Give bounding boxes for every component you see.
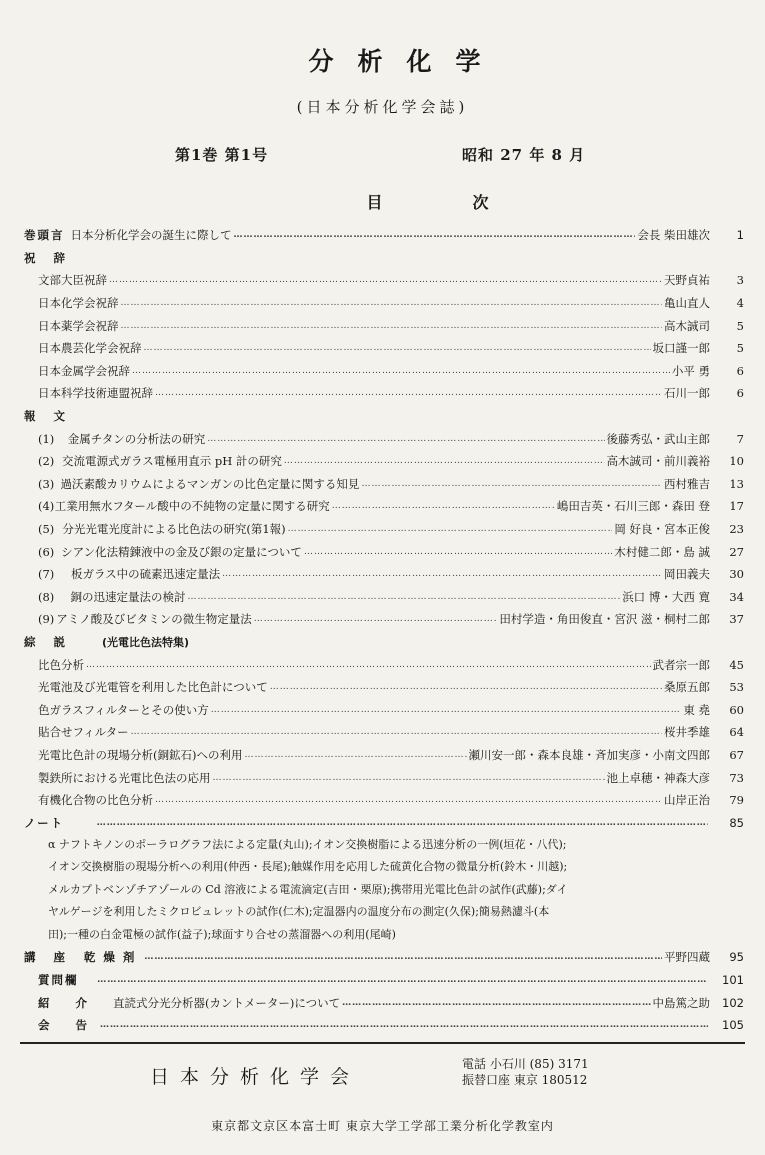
section-label: 報文 (24, 409, 83, 424)
toc-entry[interactable] (24, 653, 744, 676)
entry-title: 直読式分光分析器(カントメーター)について (113, 995, 341, 1010)
entry-page: 34 (729, 589, 744, 604)
toc-entry[interactable] (24, 608, 744, 631)
entry-author: 高木誠司・前川義裕 (606, 454, 710, 469)
entry-title: 交流電源式ガラス電極用直示 pH 計の研究 (62, 454, 282, 469)
entry-title: 製鉄所における光電比色法の応用 (38, 770, 211, 785)
toc-entry[interactable] (24, 676, 744, 699)
entry-page: 6 (736, 363, 744, 378)
entry-number: (8) (38, 589, 55, 604)
leader-dots (244, 750, 466, 760)
toc-entry-koza[interactable] (24, 946, 744, 969)
entry-title: 日本農芸化学会祝辞 (38, 341, 142, 356)
entry-number: (9) (38, 612, 55, 627)
note-line: イオン交換樹脂の現場分析への利用(仲西・長尾);触媒作用を応用した硫黄化合物の微量分析(鈴木・川越); (48, 860, 568, 874)
entry-author: 中島篤之助 (652, 995, 710, 1010)
hobun-list (24, 427, 744, 630)
entry-number: (2) (38, 454, 55, 469)
note-line: メルカプトベンゾチアゾールの Cd 溶液による電流滴定(吉田・栗原);携帯用光電比色計の試作(武藤);ダイ (48, 882, 568, 896)
entry-page: 101 (722, 972, 744, 987)
entry-title: 貼合せフィルター (38, 725, 129, 740)
entry-author: 天野貞祐 (664, 273, 710, 288)
entry-title: 過沃素酸カリウムによるマンガンの比色定量に関する知見 (60, 476, 360, 491)
entry-title: 比色分析 (38, 657, 84, 672)
entry-page: 5 (736, 341, 744, 356)
toc-entry-kantogen[interactable] (24, 224, 744, 247)
section-label: 講座 (24, 950, 83, 965)
entry-author: 浜口 博・大西 寛 (622, 589, 710, 604)
leader-dots (121, 321, 663, 331)
entry-author: 岡田義夫 (664, 567, 710, 582)
leader-dots (332, 501, 555, 511)
toc-entry-kaikoku[interactable] (24, 1014, 744, 1037)
toc-entry[interactable] (24, 450, 744, 473)
entry-author: 東 堯 (683, 702, 710, 717)
entry-page: 5 (736, 318, 744, 333)
entry-page: 6 (736, 386, 744, 401)
entry-author: 桜井季雄 (664, 725, 710, 740)
toc-entry[interactable] (24, 360, 744, 383)
section-label: 会告 (38, 1018, 113, 1033)
leader-dots (211, 705, 682, 715)
entry-title: 光電池及び光電管を利用した比色計について (38, 680, 268, 695)
toc-entry[interactable] (24, 721, 744, 744)
toc-entry[interactable] (24, 586, 744, 609)
entry-page: 67 (729, 747, 744, 762)
entry-page: 64 (729, 725, 744, 740)
contact-info (462, 1056, 589, 1088)
leader-dots (131, 727, 662, 737)
entry-author: 平野四蔵 (664, 950, 710, 965)
toc-entry[interactable] (24, 292, 744, 315)
leader-dots (342, 998, 650, 1008)
entry-number: (4) (38, 499, 55, 514)
entry-page: 23 (729, 522, 744, 537)
note-body (24, 834, 744, 946)
leader-dots (155, 795, 662, 805)
entry-author: 会長 柴田雄次 (637, 228, 710, 243)
toc-entry[interactable] (24, 427, 744, 450)
entry-title: 日本化学会祝辞 (38, 296, 119, 311)
section-label: 祝辞 (24, 250, 83, 265)
leader-dots (222, 569, 662, 579)
entry-page: 7 (736, 431, 744, 446)
entry-page: 53 (729, 680, 744, 695)
footer-rule (20, 1042, 745, 1044)
leader-dots (121, 298, 663, 308)
toc-entry[interactable] (24, 563, 744, 586)
entry-author: 坂口謹一郎 (652, 341, 710, 356)
entry-author: 高木誠司 (664, 318, 710, 333)
toc-entry[interactable] (24, 382, 744, 405)
leader-dots (144, 952, 662, 962)
leader-dots (284, 456, 605, 466)
entry-page: 27 (729, 544, 744, 559)
entry-page: 105 (722, 1018, 744, 1033)
entry-title: アミノ酸及びビタミンの微生物定量法 (56, 612, 252, 627)
entry-author: 山岸正治 (664, 793, 710, 808)
entry-page: 1 (736, 228, 744, 243)
leader-dots (233, 230, 635, 240)
entry-page: 102 (722, 995, 744, 1010)
entry-author: 田村学造・角田俊直・宮沢 滋・桐村二郎 (499, 612, 710, 627)
entry-page: 85 (729, 815, 744, 830)
leader-dots (254, 614, 498, 624)
toc-entry[interactable] (24, 766, 744, 789)
entry-author: 西村雅吉 (664, 476, 710, 491)
journal-subtitle: (日本分析化学会誌) (296, 98, 469, 116)
note-line: α ナフトキノンのポーラログラフ法による定量(丸山);イオン交換樹脂による迅速分析の一例(垣花・八代); (48, 838, 567, 852)
entry-title: 乾燥剤 (83, 950, 143, 965)
entry-author: 木村健二郎・島 誠 (614, 544, 710, 559)
note-line: 田);一種の白金電極の試作(益子);球面すり合せの蒸溜器への利用(尾崎) (48, 927, 396, 941)
section-heading-sosetsu (24, 631, 744, 654)
entry-page: 13 (729, 476, 744, 491)
entry-title: 日本分析化学会の誕生に際して (70, 228, 232, 243)
entry-number: (7) (38, 567, 55, 582)
entry-author: 嶋田吉英・石川三郎・森田 登 (556, 499, 710, 514)
entry-page: 79 (729, 793, 744, 808)
toc-entry[interactable] (24, 698, 744, 721)
leader-dots (187, 592, 620, 602)
entry-page: 37 (729, 612, 744, 627)
leader-dots (213, 773, 605, 783)
toc-entry[interactable] (24, 495, 744, 518)
section-heading-hobun (24, 405, 744, 428)
entry-page: 95 (729, 950, 744, 965)
section-sublabel: (光電比色法特集) (102, 635, 190, 649)
leader-dots (304, 547, 612, 557)
toc-entry[interactable] (24, 540, 744, 563)
entry-number: (5) (38, 522, 55, 537)
entry-title: 光電比色計の現場分析(銅鉱石)への利用 (38, 747, 243, 762)
leader-dots (361, 479, 662, 489)
section-heading-shukuji (24, 247, 744, 270)
entry-title: シアン化法精錬液中の金及び銀の定量について (61, 544, 302, 559)
section-label: 紹介 (38, 995, 113, 1010)
entry-title: 日本薬学会祝辞 (38, 318, 119, 333)
shukuji-list (24, 269, 744, 405)
note-line: ヤルゲージを利用したミクロビュレットの試作(仁木);定温器内の温度分布の測定(久保);簡易熱濾斗(本 (48, 905, 550, 919)
toc-entry-shitsumon[interactable] (24, 969, 744, 992)
entry-author: 瀬川安一郎・森本良雄・斉加実彦・小南文四郎 (468, 747, 710, 762)
leader-dots (155, 388, 662, 398)
leader-dots (109, 275, 662, 285)
leader-dots (207, 434, 604, 444)
entry-title: 文部大臣祝辞 (38, 273, 107, 288)
issue-date: 昭和 27 年 8 月 (462, 146, 586, 164)
toc-entry[interactable] (24, 744, 744, 767)
volume-number: 第1巻 第1号 (175, 146, 269, 164)
entry-page: 45 (729, 657, 744, 672)
entry-number: (1) (38, 431, 55, 446)
leader-dots (86, 660, 651, 670)
entry-title: 銅の迅速定量法の検討 (70, 589, 186, 604)
entry-page: 30 (729, 567, 744, 582)
entry-number: (3) (38, 476, 55, 491)
section-label: 巻頭言 (24, 228, 65, 243)
toc-entry[interactable] (24, 314, 744, 337)
table-of-contents (24, 224, 744, 1036)
entry-page: 60 (729, 702, 744, 717)
entry-title: 色ガラスフィルターとその使い方 (38, 702, 209, 717)
society-name: 日本分析化学会 (150, 1066, 361, 1088)
entry-page: 3 (736, 273, 744, 288)
entry-page: 73 (729, 770, 744, 785)
toc-heading: 目次 (366, 193, 579, 212)
entry-page: 4 (736, 296, 744, 311)
entry-page: 10 (729, 454, 744, 469)
entry-page: 17 (729, 499, 744, 514)
journal-title: 分析化学 (308, 47, 505, 76)
entry-author: 池上卓穂・神森大彦 (606, 770, 710, 785)
toc-entry[interactable] (24, 518, 744, 541)
leader-dots (270, 682, 662, 692)
entry-author: 武者宗一郎 (652, 657, 710, 672)
leader-dots (132, 366, 670, 376)
entry-author: 亀山直人 (664, 296, 710, 311)
society-address: 東京都文京区本富士町 東京大学工学部工業分析化学教室内 (211, 1119, 554, 1133)
toc-entry-shokai[interactable] (24, 991, 744, 1014)
entry-author: 後藤秀弘・武山主郎 (606, 431, 710, 446)
leader-dots (97, 818, 708, 828)
entry-title: 工業用無水フタール酸中の不純物の定量に関する研究 (54, 499, 330, 514)
section-label: ノート (24, 815, 65, 830)
sosetsu-list (24, 653, 744, 811)
transfer-account: 振替口座 東京 180512 (462, 1073, 588, 1087)
toc-entry-note[interactable] (24, 811, 744, 834)
entry-author: 石川一郎 (664, 386, 710, 401)
toc-entry[interactable] (24, 269, 744, 292)
phone-number: 電話 小石川 (85) 3171 (462, 1057, 589, 1071)
entry-title: 分光光電光度計による比色法の研究(第1報) (62, 522, 286, 537)
leader-dots (97, 975, 708, 985)
toc-entry[interactable] (24, 337, 744, 360)
toc-entry[interactable] (24, 473, 744, 496)
entry-title: 有機化合物の比色分析 (38, 793, 153, 808)
toc-entry[interactable] (24, 789, 744, 812)
entry-title: 日本金属学会祝辞 (38, 363, 130, 378)
leader-dots (144, 343, 651, 353)
section-label: 質問欄 (38, 972, 79, 987)
leader-dots (288, 524, 613, 534)
entry-author: 桑原五郎 (664, 680, 710, 695)
entry-title: 日本科学技術連盟祝辞 (38, 386, 153, 401)
entry-number: (6) (38, 544, 55, 559)
entry-author: 岡 好良・宮本正俊 (614, 522, 710, 537)
section-label: 綜説 (24, 634, 83, 649)
entry-author: 小平 勇 (671, 363, 710, 378)
entry-title: 金属チタンの分析法の研究 (67, 431, 206, 446)
leader-dots (100, 1020, 708, 1030)
entry-title: 板ガラス中の硫素迅速定量法 (70, 567, 221, 582)
